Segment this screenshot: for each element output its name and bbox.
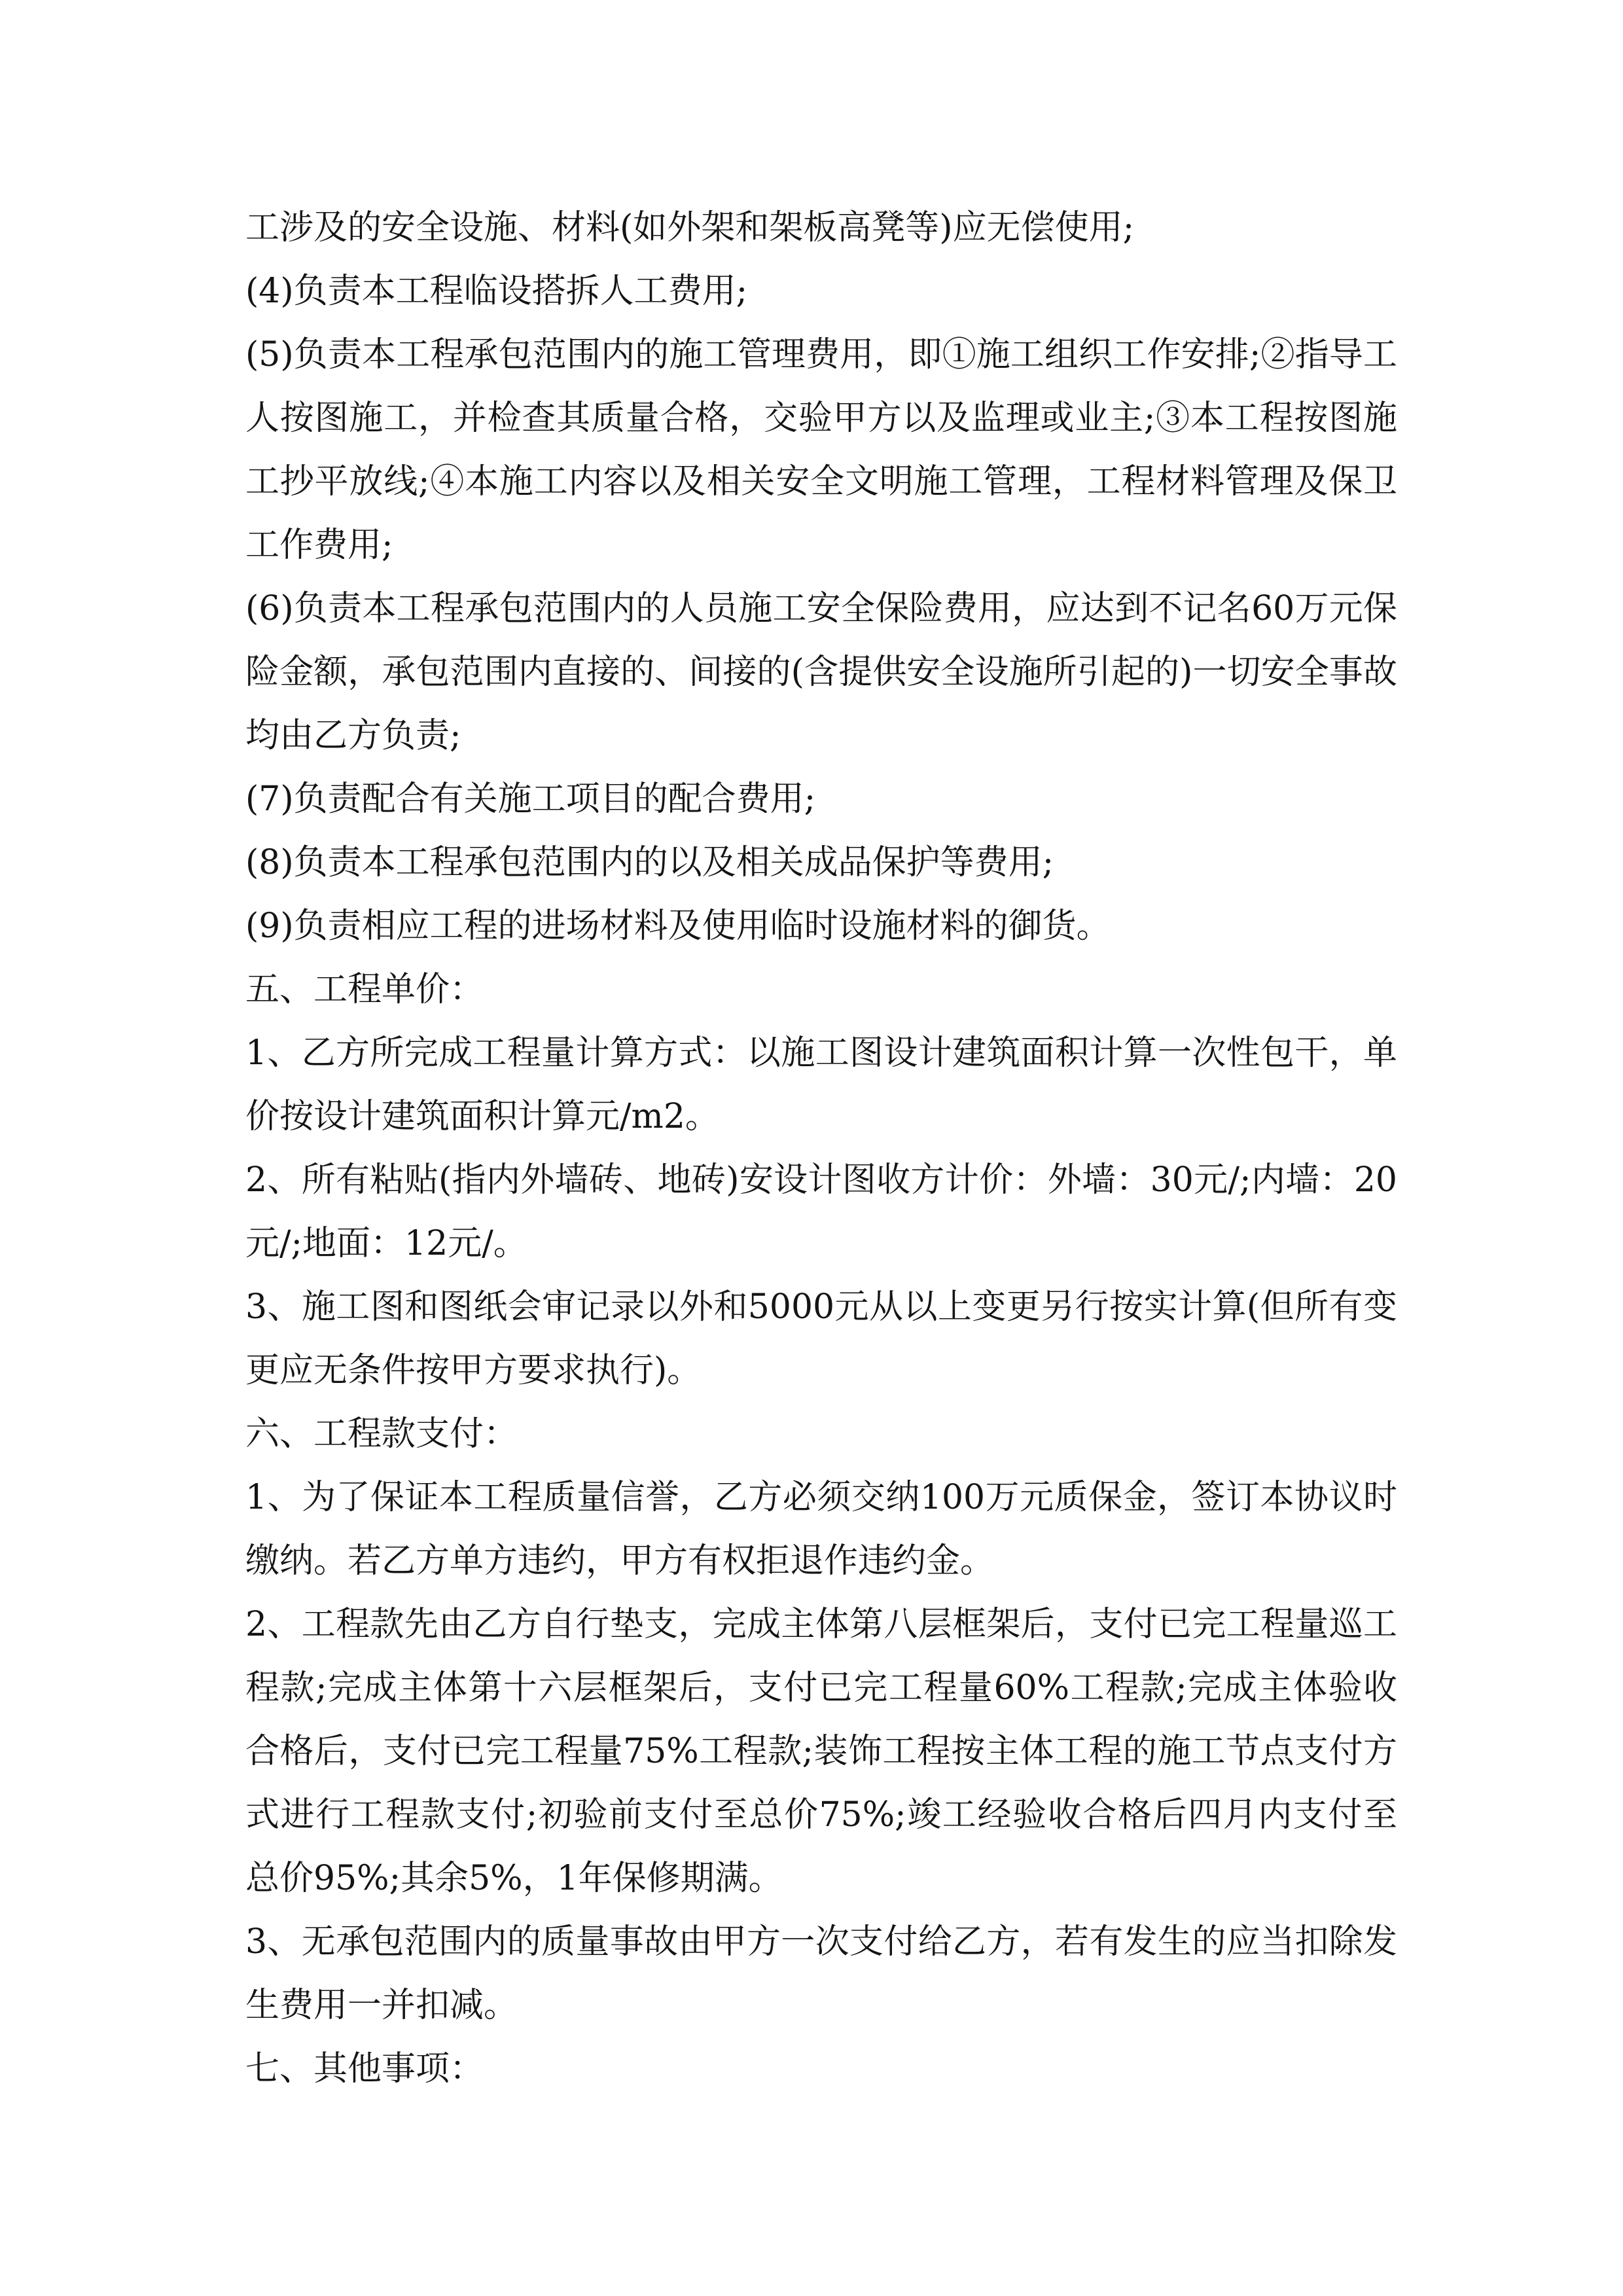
paragraph-price-2: 2、所有粘贴(指内外墙砖、地砖)安设计图收方计价：外墙：30元/;内墙：20元/;地面：12元/。 xyxy=(245,1160,1397,1263)
paragraph-item-6: (6)负责本工程承包范围内的人员施工安全保险费用，应达到不记名60万元保险金额，承包范围内直接的、间接的(含提供安全设施所引起的)一切安全事故均由乙方负责; xyxy=(245,589,1397,755)
section-heading-other-matters: 七、其他事项： xyxy=(245,2049,484,2089)
paragraph-price-3: 3、施工图和图纸会审记录以外和5000元从以上变更另行按实计算(但所有变更应无条件按甲方要求执行)。 xyxy=(245,1287,1397,1390)
paragraph-payment-1: 1、为了保证本工程质量信誉，乙方必须交纳100万元质保金，签订本协议时缴纳。若乙方单方违约，甲方有权拒退作违约金。 xyxy=(245,1478,1397,1581)
paragraph-item-7: (7)负责配合有关施工项目的配合费用; xyxy=(245,780,816,819)
paragraph-item-8: (8)负责本工程承包范围内的以及相关成品保护等费用; xyxy=(245,843,1054,882)
section-heading-unit-price: 五、工程单价： xyxy=(245,970,484,1009)
document-body xyxy=(245,196,1397,2101)
paragraph-payment-3: 3、无承包范围内的质量事故由甲方一次支付给乙方，若有发生的应当扣除发生费用一并扣减。 xyxy=(245,1922,1397,2025)
paragraph-item-9: (9)负责相应工程的进场材料及使用临时设施材料的御货。 xyxy=(245,906,1111,946)
paragraph-price-1: 1、乙方所完成工程量计算方式：以施工图设计建筑面积计算一次性包干，单价按设计建筑面积计算元/m2。 xyxy=(245,1033,1397,1136)
paragraph-item-4: (4)负责本工程临设搭拆人工费用; xyxy=(245,272,748,311)
section-heading-payment: 六、工程款支付： xyxy=(245,1414,518,1454)
paragraph-safety-facilities: 工涉及的安全设施、材料(如外架和架板高凳等)应无偿使用; xyxy=(245,208,1135,247)
paragraph-item-5: (5)负责本工程承包范围内的施工管理费用，即①施工组织工作安排;②指导工人按图施工，并检查其质量合格，交验甲方以及监理或业主;③本工程按图施工抄平放线;④本施工内容以及相关安全文明施工管理，工程材料管理及保卫工作费用; xyxy=(245,335,1397,565)
paragraph-payment-2: 2、工程款先由乙方自行垫支，完成主体第八层框架后，支付已完工程量巡工程款;完成主体第十六层框架后，支付已完工程量60%工程款;完成主体验收合格后，支付已完工程量75%工程款;装饰工程按主体工程的施工节点支付方式进行工程款支付;初验前支付至总价75%;竣工经验收合格后四月内支付至总价95%;其余5%，1年保修期满。 xyxy=(245,1605,1397,1898)
